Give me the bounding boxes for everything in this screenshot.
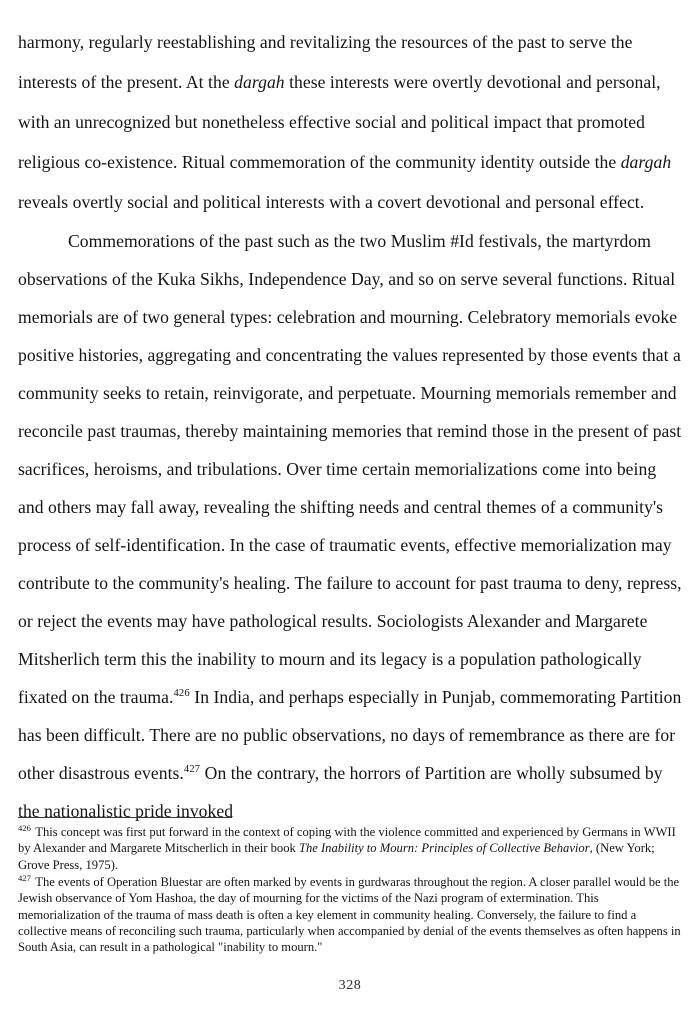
paragraph-continuation [18,22,683,222]
footnote-426 [18,824,683,873]
paragraph-commemorations [18,222,683,830]
italic-run: dargah [620,152,672,172]
text-run: In India, and perhaps especially in Punjab, commemorating Partition has been difficult. There are no public observations, no days of remembrance as there are for other disastrous events. [18,687,682,783]
text-run: Commemorations of the past such as the two Muslim #Id festivals, the martyrdom observations of the Kuka Sikhs, Independence Day, and so on serve several functions. Ritual memorials are of two general types: celebration and mourning. Celebratory memorials evoke positive histories, aggregating and concentrating the values represented by those events that a community seeks to retain, reinvigorate, and perpetuate. Mourning memorials remember and reconcile past traumas, thereby maintaining memories that remind those in the present of past sacrifices, heroisms, and tribulations. Over time certain memorializations come into being and others may fall away, revealing the shifting needs and central themes of a community's process of self-identification. In the case of traumatic events, effective memorialization may contribute to the community's healing. The failure to account for past trauma to deny, repress, or reject the events may have pathological results. Sociologists Alexander and Margarete Mitsherlich term this the inability to mourn and its legacy is a population pathologically fixated on the trauma. [18,231,682,707]
text-run: harmony, regularly reestablishing and revitalizing the resources of the past to serve the interests of the present. At the [18,32,633,92]
text-run: these interests were overtly devotional and personal, with an unrecognized but nonetheless effective social and political impact that promoted religious co-existence. Ritual commemoration of the community identity outside the [18,72,661,172]
footnote-separator-rule [18,817,232,818]
footnotes-block [18,824,683,956]
text-run: , (New York; Grove Press, 1975). [18,841,655,872]
page-number: 328 [338,978,362,993]
italic-run: The Inability to Mourn: Principles of Collective Behavior [298,841,590,856]
footnote-reference: 427 [183,764,201,776]
text-run: On the contrary, the horrors of Partition are wholly subsumed by the nationalistic pride invoked [18,763,663,821]
body-text-block [18,22,683,830]
footnote-marker: 426 [18,822,31,833]
text-run: The events of Operation Bluestar are often marked by events in gurdwaras throughout the region. A closer parallel would be the Jewish observance of Yom Hashoa, the day of mourning for the victims of the Nazi program of extermination. This memorialization of the trauma of mass death is often a key element in community healing. Conversely, the failure to find a collective means of reconciling such trauma, particularly when accompanied by denial of the events themselves as often happens in South Asia, can result in a pathological "inability to mourn." [18,874,681,955]
footnote-427 [18,874,683,956]
text-run: reveals overtly social and political interests with a covert devotional and personal effect. [18,192,645,212]
text-run: This concept was first put forward in the context of coping with the violence committed and experienced by Germans in WWII by Alexander and Margarete Mitscherlich in their book [18,825,676,856]
footnote-reference: 426 [173,688,190,700]
footnote-marker: 427 [18,872,31,883]
italic-run: dargah [234,72,285,92]
